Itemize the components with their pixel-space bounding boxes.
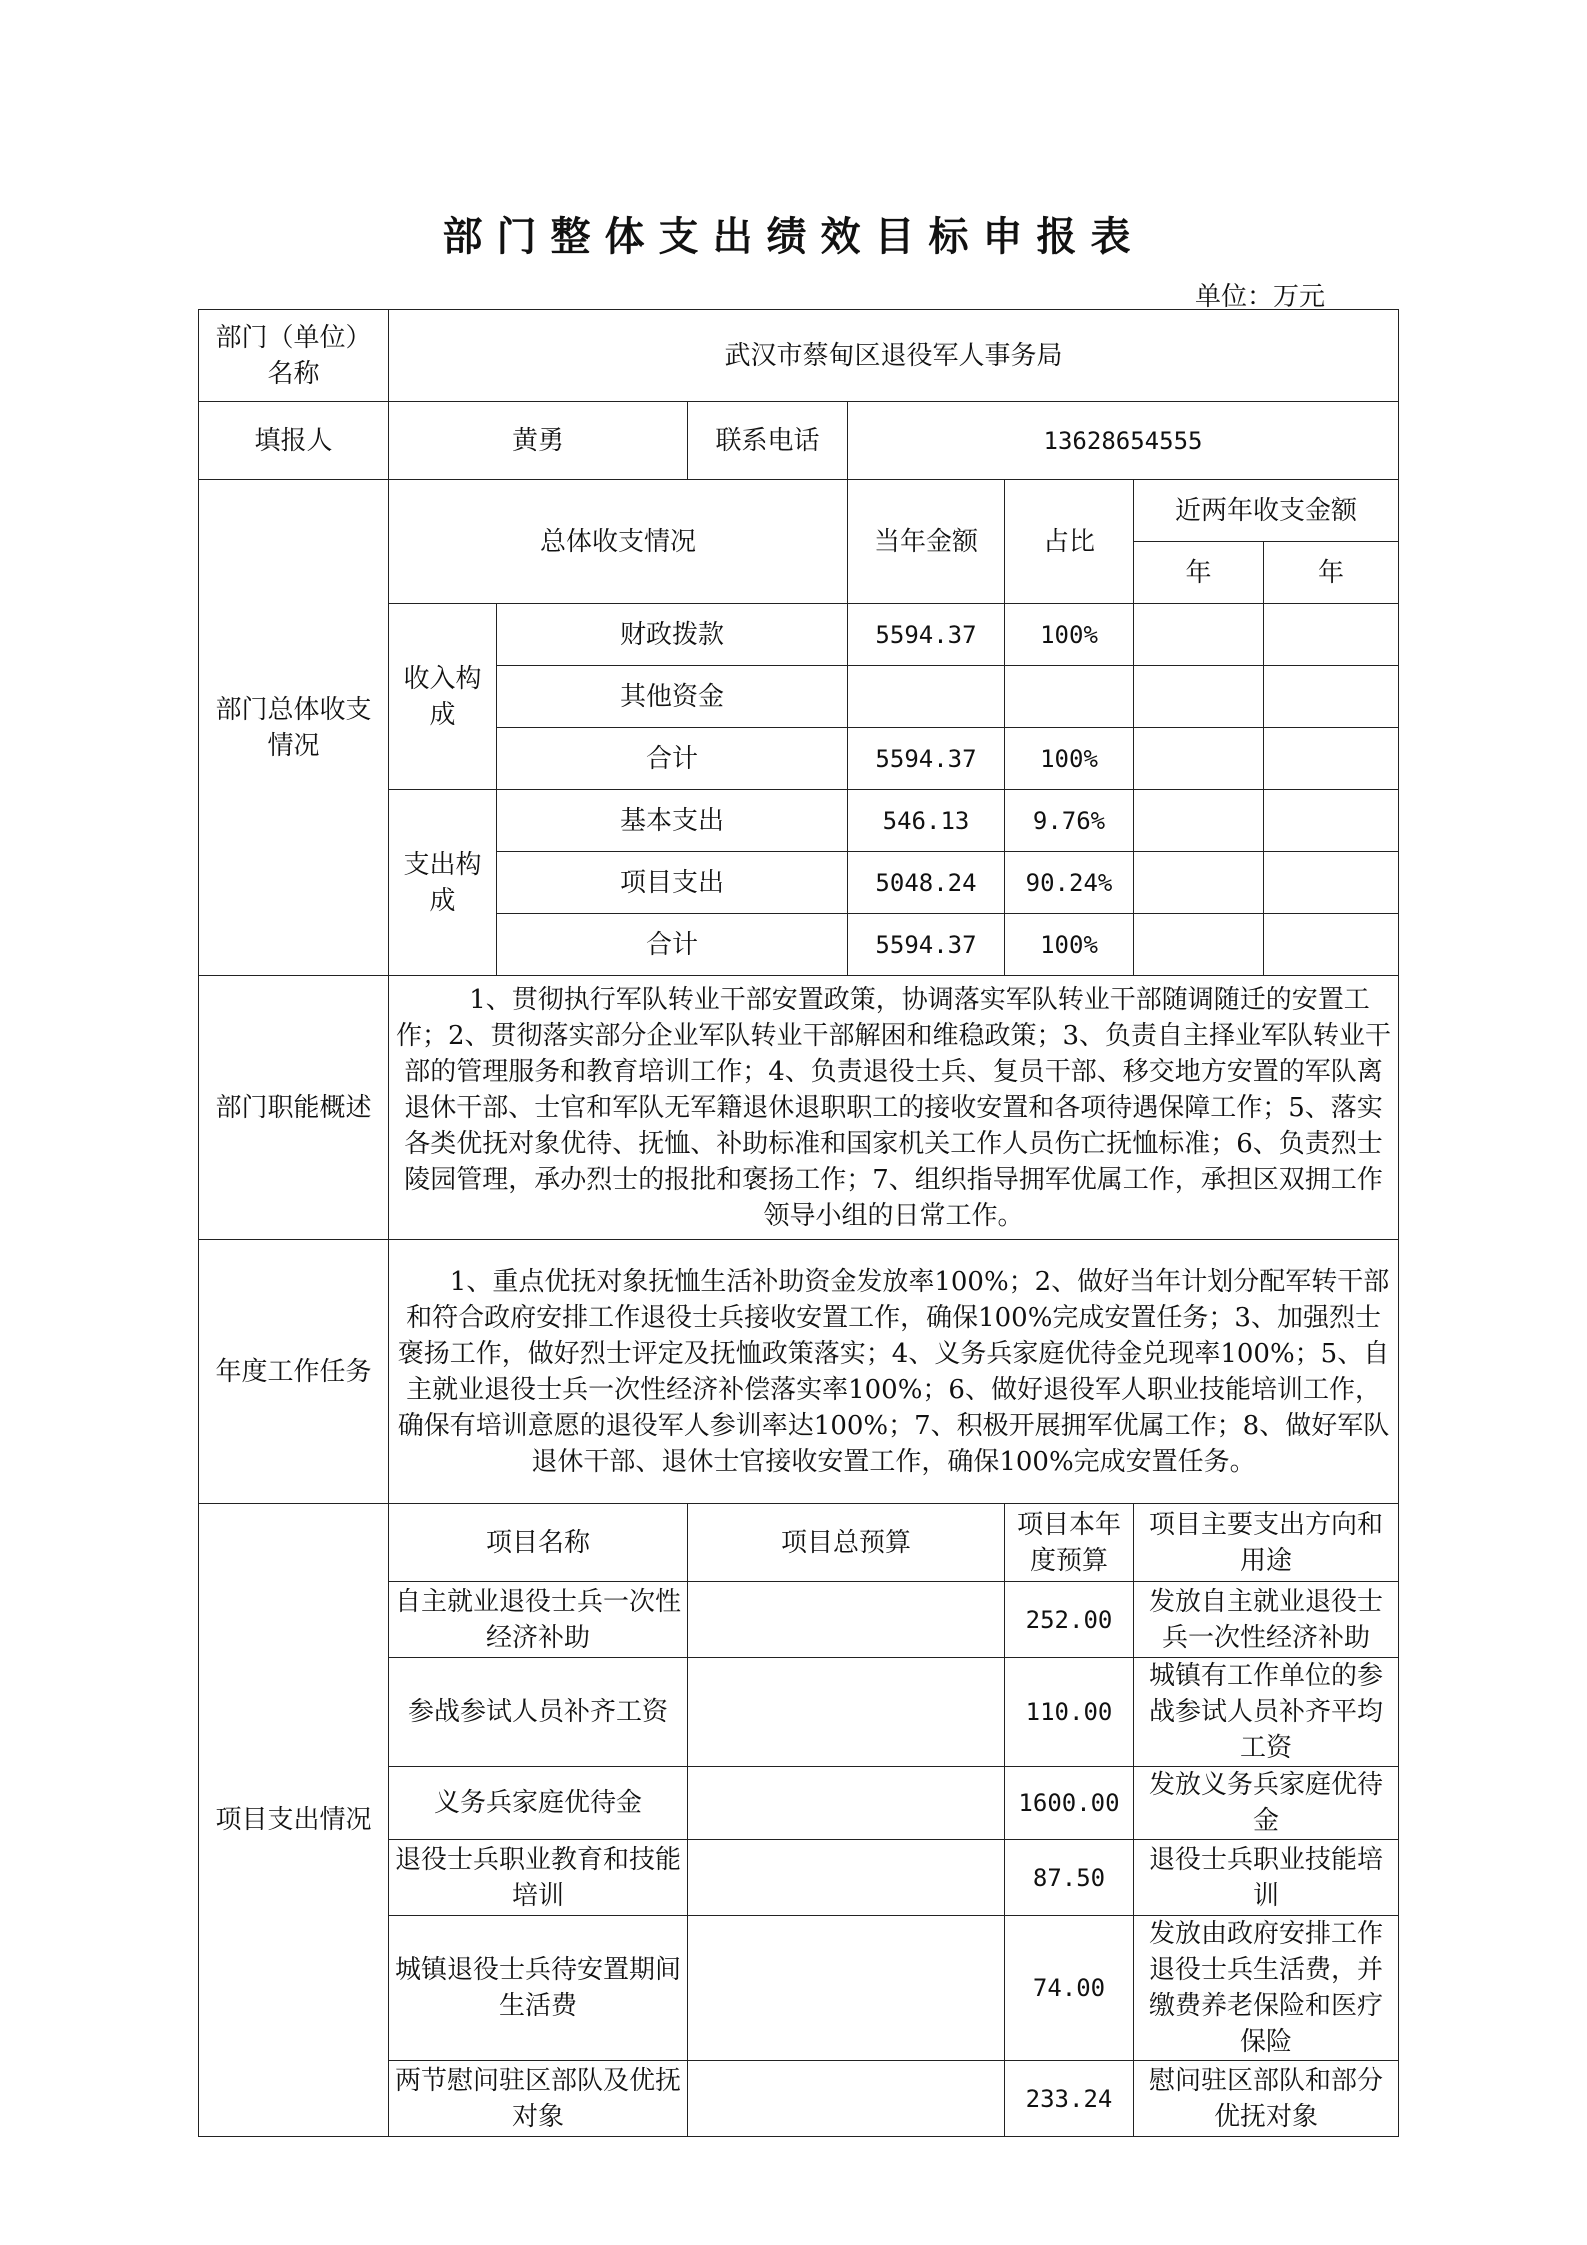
annual-task-label: 年度工作任务 [199,1240,389,1504]
overall-section-label: 部门总体收支情况 [199,480,389,976]
income-item-amount [848,666,1005,728]
performance-table [198,309,1399,2137]
project-total [688,1916,1005,2061]
expense-label: 支出构成 [389,790,497,976]
empty-cell [1264,914,1399,976]
phone-value: 13628654555 [848,402,1399,480]
project-total-header: 项目总预算 [688,1504,1005,1582]
filler-name: 黄勇 [389,402,688,480]
empty-cell [1134,914,1264,976]
project-direction: 慰问驻区部队和部分优抚对象 [1134,2061,1399,2137]
expense-item-amount: 546.13 [848,790,1005,852]
project-direction-header: 项目主要支出方向和用途 [1134,1504,1399,1582]
project-total [688,1767,1005,1840]
expense-item-ratio: 9.76% [1005,790,1134,852]
unit-label: 单位：万元 [1195,282,1326,312]
empty-cell [1134,728,1264,790]
income-total-label: 合计 [497,728,848,790]
expense-item-ratio: 90.24% [1005,852,1134,914]
function-text [389,976,1399,1240]
expense-total-label: 合计 [497,914,848,976]
year2-header: 年 [1264,542,1399,604]
project-total [688,1840,1005,1916]
income-total-ratio: 100% [1005,728,1134,790]
empty-cell [1264,790,1399,852]
projects-label: 项目支出情况 [199,1504,389,2137]
income-item-label: 其他资金 [497,666,848,728]
ratio-header: 占比 [1005,480,1134,604]
overall-header: 总体收支情况 [389,480,848,604]
expense-total-ratio: 100% [1005,914,1134,976]
expense-item-label: 基本支出 [497,790,848,852]
project-name: 城镇退役士兵待安置期间生活费 [389,1916,688,2061]
project-annual: 233.24 [1005,2061,1134,2137]
project-annual: 87.50 [1005,1840,1134,1916]
expense-total-amount: 5594.37 [848,914,1005,976]
project-name: 自主就业退役士兵一次性经济补助 [389,1582,688,1658]
year1-header: 年 [1134,542,1264,604]
income-total-amount: 5594.37 [848,728,1005,790]
project-total [688,1582,1005,1658]
income-item-ratio [1005,666,1134,728]
project-annual: 1600.00 [1005,1767,1134,1840]
project-direction: 退役士兵职业技能培训 [1134,1840,1399,1916]
income-item-label: 财政拨款 [497,604,848,666]
project-annual-header: 项目本年度预算 [1005,1504,1134,1582]
expense-item-label: 项目支出 [497,852,848,914]
project-name: 退役士兵职业教育和技能培训 [389,1840,688,1916]
empty-cell [1134,790,1264,852]
project-name: 义务兵家庭优待金 [389,1767,688,1840]
empty-cell [1134,666,1264,728]
expense-item-amount: 5048.24 [848,852,1005,914]
income-label: 收入构成 [389,604,497,790]
function-text-content: 1、贯彻执行军队转业干部安置政策，协调落实军队转业干部随调随迁的安置工作；2、贯彻落实部分企业军队转业干部解困和维稳政策；3、负责自主择业军队转业干部的管理服务和教育培训工作；4、负责退役士兵、复员干部、移交地方安置的军队离退休干部、士官和军队无军籍退休退职职工的接收安置和各项待遇保障工作；5、落实各类优抚对象优待、抚恤、补助标准和国家机关工作人员伤亡抚恤标准；6、负责烈士陵园管理，承办烈士的报批和褒扬工作；7、组织指导拥军优属工作，承担区双拥工作领导小组的日常工作。 [395,984,1392,1231]
project-name: 参战参试人员补齐工资 [389,1658,688,1767]
project-direction: 城镇有工作单位的参战参试人员补齐平均工资 [1134,1658,1399,1767]
function-label: 部门职能概述 [199,976,389,1240]
project-annual: 74.00 [1005,1916,1134,2061]
project-direction: 发放由政府安排工作退役士兵生活费，并缴费养老保险和医疗保险 [1134,1916,1399,2061]
empty-cell [1264,728,1399,790]
amount-header: 当年金额 [848,480,1005,604]
project-direction: 发放自主就业退役士兵一次性经济补助 [1134,1582,1399,1658]
project-direction: 发放义务兵家庭优待金 [1134,1767,1399,1840]
project-name: 两节慰问驻区部队及优抚对象 [389,2061,688,2137]
empty-cell [1134,604,1264,666]
empty-cell [1264,666,1399,728]
dept-name: 武汉市蔡甸区退役军人事务局 [389,310,1399,402]
empty-cell [1264,604,1399,666]
project-name-header: 项目名称 [389,1504,688,1582]
page-title: 部门整体支出绩效目标申报表 [442,213,1145,260]
annual-task-text [389,1240,1399,1504]
income-item-ratio: 100% [1005,604,1134,666]
recent-header: 近两年收支金额 [1134,480,1399,542]
filler-label: 填报人 [199,402,389,480]
project-total [688,2061,1005,2137]
project-annual: 110.00 [1005,1658,1134,1767]
income-item-amount: 5594.37 [848,604,1005,666]
project-annual: 252.00 [1005,1582,1134,1658]
phone-label: 联系电话 [688,402,848,480]
dept-label: 部门（单位）名称 [199,310,389,402]
empty-cell [1134,852,1264,914]
annual-task-text-content: 1、重点优抚对象抚恤生活补助资金发放率100%；2、做好当年计划分配军转干部和符合政府安排工作退役士兵接收安置工作，确保100%完成安置任务；3、加强烈士褒扬工作，做好烈士评定及抚恤政策落实；4、义务兵家庭优待金兑现率100%；5、自主就业退役士兵一次性经济补偿落实率100%；6、做好退役军人职业技能培训工作，确保有培训意愿的退役军人参训率达100%；7、积极开展拥军优属工作；8、做好军队退休干部、退休士官接收安置工作，确保100%完成安置任务。 [397,1266,1390,1477]
empty-cell [1264,852,1399,914]
project-total [688,1658,1005,1767]
